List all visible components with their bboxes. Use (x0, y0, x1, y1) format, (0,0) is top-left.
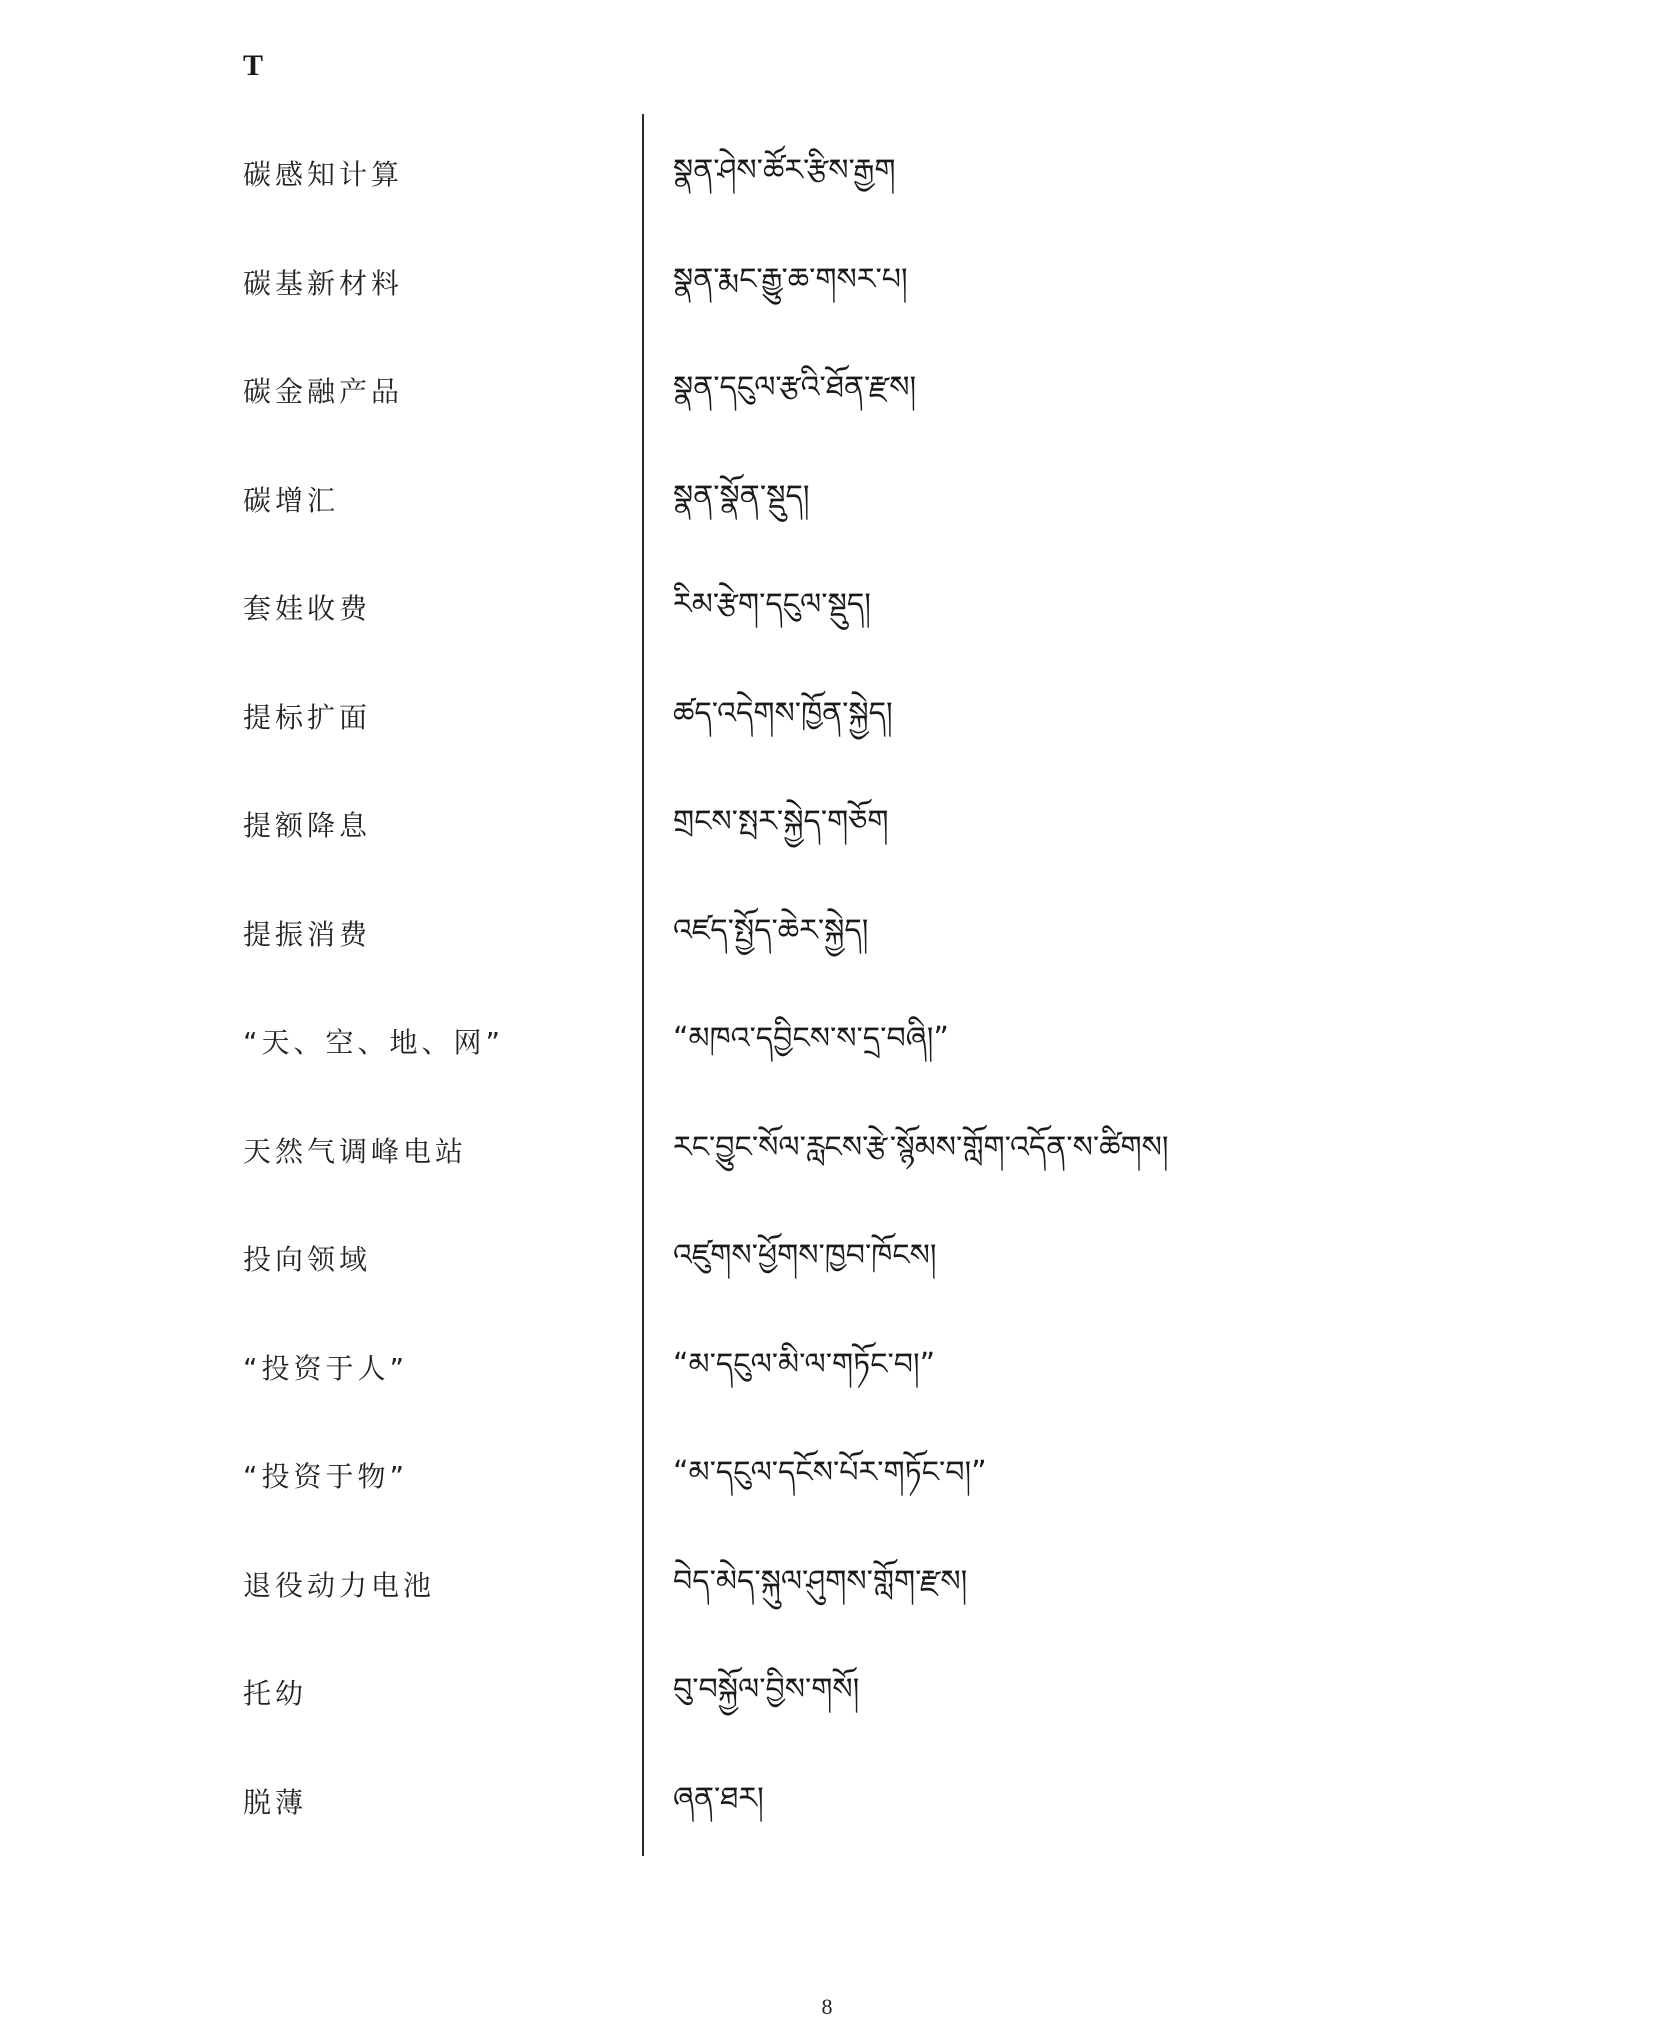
chinese-term: “投资于物” (243, 1460, 409, 1493)
tibetan-term: ཚད་འདེགས་ཁྱོན་སྐྱེད། (673, 695, 893, 731)
glossary-entry (0, 469, 1654, 578)
tibetan-term: རིམ་རྩེག་དངུལ་སྡུད། (673, 587, 871, 622)
chinese-term: 脱薄 (243, 1785, 308, 1819)
tibetan-term: “མ་དངུལ་མི་ལ་གཏོང་བ།” (673, 1346, 936, 1382)
glossary-entry (0, 1662, 1654, 1771)
chinese-term: 提额降息 (243, 809, 372, 842)
chinese-term: 套娃收费 (243, 592, 372, 625)
tibetan-term: སྣན་རྨང་རྒྱུ་ཆ་གསར་པ། (673, 261, 908, 297)
glossary-entry (0, 1011, 1654, 1120)
glossary-entry (0, 1771, 1654, 1880)
chinese-term: “投资于人” (243, 1351, 409, 1385)
tibetan-term: འཛུགས་ཕྱོགས་ཁྱབ་ཁོངས། (673, 1238, 937, 1273)
tibetan-term: “མཁའ་དབྱིངས་ས་དྲ་བཞི།” (673, 1021, 949, 1056)
glossary-entry (0, 1120, 1654, 1229)
tibetan-term: བེད་མེད་སྐུལ་ཤུགས་གློག་རྫས། (673, 1563, 968, 1599)
glossary-entry (0, 1554, 1654, 1663)
page-number: 8 (821, 1994, 833, 2019)
glossary-entry (0, 577, 1654, 686)
glossary-entry (0, 794, 1654, 903)
chinese-term: 托幼 (243, 1677, 308, 1710)
glossary-entry (0, 252, 1654, 361)
glossary-entry (0, 686, 1654, 795)
glossary-entry (0, 1445, 1654, 1554)
glossary-entry (0, 143, 1654, 252)
tibetan-term: གྲངས་སྤར་སྐྱེད་གཅོག (673, 804, 889, 839)
glossary-list (0, 143, 1654, 1879)
chinese-term: 投向领域 (243, 1243, 372, 1276)
glossary-entry (0, 1337, 1654, 1446)
chinese-term: 碳感知计算 (243, 158, 404, 191)
glossary-entry (0, 360, 1654, 469)
chinese-term: 碳金融产品 (243, 375, 404, 408)
glossary-entry (0, 903, 1654, 1012)
tibetan-term: འཛད་སྤྱོད་ཆེར་སྐྱེད། (673, 912, 869, 948)
chinese-term: “天、空、地、网” (243, 1026, 505, 1059)
chinese-term: 提振消费 (243, 917, 372, 951)
tibetan-term: ཞན་ཐར། (673, 1780, 764, 1816)
tibetan-term: སྣན་ཤེས་ཚོར་རྩིས་རྒྱག (673, 153, 896, 188)
chinese-term: 碳增汇 (243, 483, 340, 517)
chinese-term: 碳基新材料 (243, 266, 404, 300)
chinese-term: 提标扩面 (243, 700, 372, 734)
section-letter: T (243, 49, 264, 82)
chinese-term: 天然气调峰电站 (243, 1134, 468, 1168)
chinese-term: 退役动力电池 (243, 1568, 436, 1602)
tibetan-term: སྣན་སྣོན་སྡུད། (673, 478, 810, 514)
tibetan-term: རང་བྱུང་སོལ་རླངས་རྩེ་སྙོམས་གློག་འདོན་ས་ཚིགས། (673, 1129, 1169, 1165)
tibetan-term: བུ་བསྐྱོལ་བྱིས་གསོ། (673, 1672, 860, 1707)
tibetan-term: “མ་དངུལ་དངོས་པོར་གཏོང་བ།” (673, 1455, 987, 1490)
glossary-entry (0, 1228, 1654, 1337)
tibetan-term: སྣན་དངུལ་རྩའི་ཐོན་རྫས། (673, 370, 917, 405)
